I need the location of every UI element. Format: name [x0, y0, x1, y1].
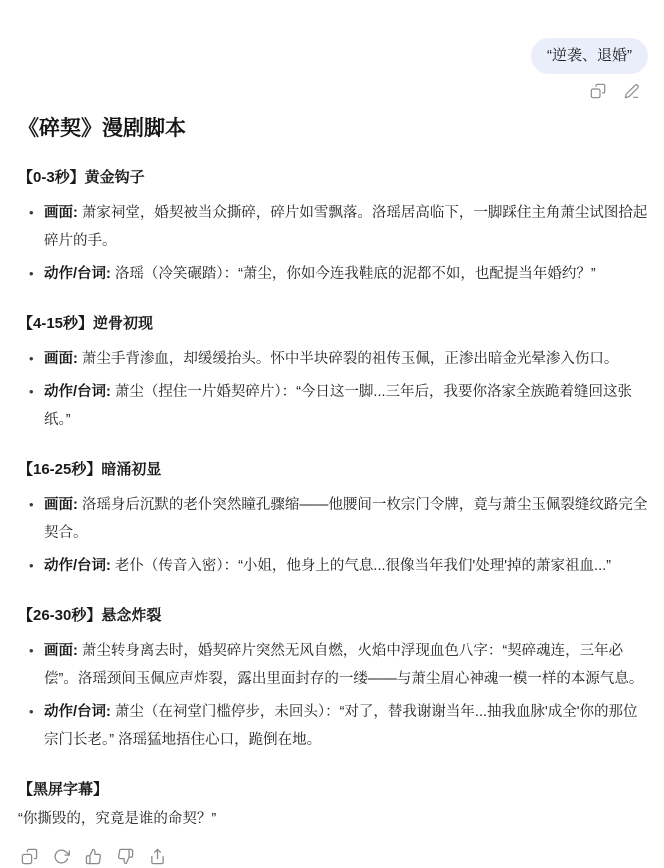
bullet-text: 萧尘转身离去时，婚契碎片突然无风自燃，火焰中浮现血色八字：“契碎魂连，三年必偿”。洛瑶颈间玉佩应声炸裂，露出里面封存的一缕——与萧尘眉心神魂一模一样的本源气息。	[44, 643, 644, 687]
retry-button[interactable]	[53, 848, 70, 868]
copy-message-button[interactable]	[590, 83, 606, 102]
section-heading-16-25s: 【16-25秒】暗涌初显	[18, 461, 162, 478]
copy-icon	[590, 83, 606, 102]
list-item	[44, 698, 648, 754]
bullet-label: 动作/台词:	[44, 558, 111, 574]
thumbs-down-button[interactable]	[117, 848, 134, 868]
bullet-label: 动作/台词:	[44, 266, 111, 282]
edit-icon	[624, 83, 640, 102]
bullet-text: 萧尘（在祠堂门槛停步，未回头）：“对了，替我谢谢当年...抽我血脉'成全'你的那位宗门长老。” 洛瑶猛地捂住心口，跪倒在地。	[44, 704, 638, 748]
bullet-label: 画面:	[44, 351, 78, 367]
bullet-label: 动作/台词:	[44, 704, 111, 720]
section-heading-26-30s: 【26-30秒】悬念炸裂	[18, 607, 162, 624]
section-heading-0-3s: 【0-3秒】黄金钩子	[18, 169, 145, 186]
share-icon	[149, 848, 166, 868]
user-message-text: “逆袭、退婚”	[547, 47, 632, 64]
bullet-text: 洛瑶身后沉默的老仆突然瞳孔骤缩——他腰间一枚宗门令牌，竟与萧尘玉佩裂缝纹路完全契合。	[44, 497, 648, 541]
list-item	[44, 552, 648, 580]
section-0-bullets	[18, 199, 648, 288]
section-2-bullets	[18, 491, 648, 580]
section-1-bullets	[18, 345, 648, 434]
list-item	[44, 199, 648, 255]
thumbs-up-button[interactable]	[85, 848, 102, 868]
bullet-label: 画面:	[44, 497, 78, 513]
page-title: 《碎契》漫剧脚本	[18, 117, 186, 140]
section-heading-black-screen: 【黑屏字幕】	[18, 781, 109, 798]
message-actions	[590, 83, 648, 102]
assistant-message	[18, 116, 648, 868]
user-message-bubble	[531, 38, 648, 74]
list-item	[44, 637, 648, 693]
bullet-label: 画面:	[44, 643, 78, 659]
thumbs-up-icon	[85, 848, 102, 868]
section-heading-4-15s: 【4-15秒】逆骨初现	[18, 315, 154, 332]
list-item	[44, 491, 648, 547]
bullet-label: 画面:	[44, 205, 78, 221]
bullet-text: 洛瑶（冷笑碾踏）：“萧尘，你如今连我鞋底的泥都不如，也配提当年婚约？”	[114, 266, 596, 282]
closing-subtitle-line: “你撕毁的，究竟是谁的命契？”	[18, 811, 217, 827]
response-actions	[18, 848, 648, 868]
bullet-text: 萧家祠堂，婚契被当众撕碎，碎片如雪飘落。洛瑶居高临下，一脚踩住主角萧尘试图拾起碎片的手。	[44, 205, 648, 249]
copy-icon	[21, 848, 38, 868]
bullet-label: 动作/台词:	[44, 384, 111, 400]
edit-message-button[interactable]	[624, 83, 640, 102]
section-3-bullets	[18, 637, 648, 754]
bullet-text: 老仆（传音入密）：“小姐，他身上的气息...很像当年我们'处理'掉的萧家祖血...”	[114, 558, 611, 574]
copy-response-button[interactable]	[21, 848, 38, 868]
list-item	[44, 345, 648, 373]
list-item	[44, 260, 648, 288]
user-message-area	[18, 0, 648, 102]
bullet-text: 萧尘手背渗血，却缓缓抬头。怀中半块碎裂的祖传玉佩，正渗出暗金光晕渗入伤口。	[81, 351, 619, 367]
share-button[interactable]	[149, 848, 166, 868]
thumbs-down-icon	[117, 848, 134, 868]
list-item	[44, 378, 648, 434]
bullet-text: 萧尘（捏住一片婚契碎片）：“今日这一脚...三年后，我要你洛家全族跪着缝回这张纸。”	[44, 384, 633, 428]
retry-icon	[53, 848, 70, 868]
